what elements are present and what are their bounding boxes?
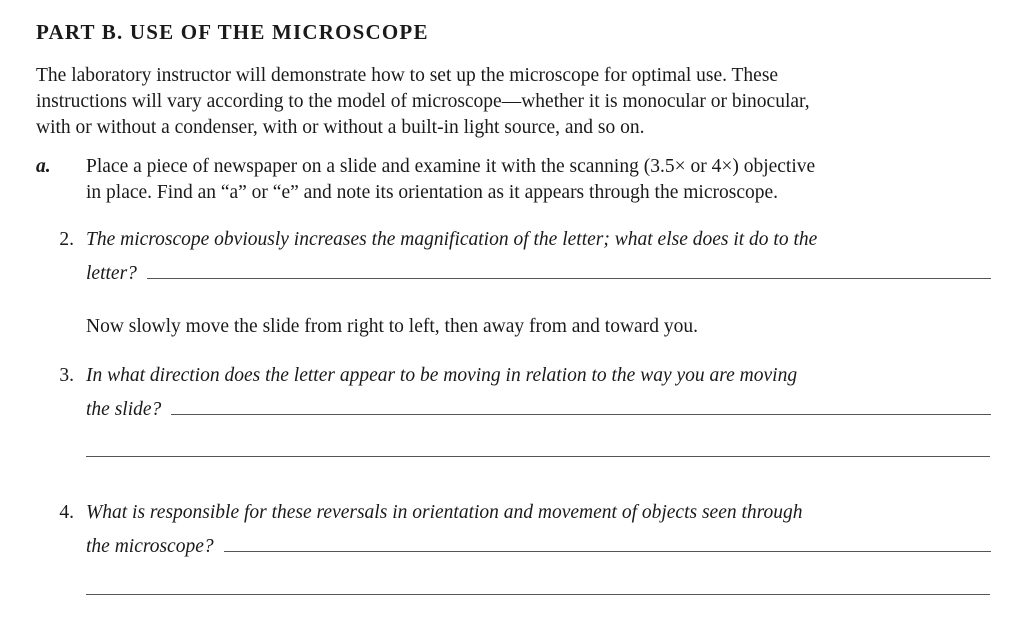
question-number: 3. (59, 365, 74, 386)
answer-line[interactable] (86, 594, 990, 595)
answer-row (86, 251, 991, 287)
question-line: letter? (86, 263, 137, 284)
answer-line[interactable] (86, 456, 990, 457)
question-line: The microscope obviously increases the magnification of the letter; what else does it do to the (86, 229, 818, 250)
question-number: 4. (59, 502, 74, 523)
question-3-text (86, 363, 991, 423)
answer-line[interactable] (147, 277, 991, 279)
question-number: 2. (59, 229, 74, 250)
question-line: the microscope? (86, 536, 214, 557)
question-line: In what direction does the letter appear to be moving in relation to the way you are moving (86, 365, 798, 386)
answer-line[interactable] (224, 550, 991, 552)
step-line: in place. Find an “a” or “e” and note its orientation as it appears through the microscope. (86, 182, 779, 203)
section-heading: PART B. USE OF THE MICROSCOPE (36, 20, 429, 44)
question-line: the slide? (86, 399, 162, 420)
intro-line: with or without a condenser, with or without a built-in light source, and so on. (36, 117, 645, 138)
question-line: What is responsible for these reversals in orientation and movement of objects seen through (86, 502, 803, 523)
step-marker: a. (36, 156, 51, 177)
question-2-text (86, 227, 991, 287)
intro-line: instructions will vary according to the model of microscope—whether it is monocular or binocular, (36, 91, 810, 112)
instruction-text: Now slowly move the slide from right to left, then away from and toward you. (86, 316, 698, 337)
answer-row (86, 524, 991, 560)
answer-row (86, 387, 991, 423)
step-a-text (86, 154, 991, 206)
question-4-text (86, 500, 991, 560)
answer-line[interactable] (171, 413, 991, 415)
intro-line: The laboratory instructor will demonstrate how to set up the microscope for optimal use. These (36, 65, 779, 86)
intro-paragraph (36, 63, 996, 141)
step-line: Place a piece of newspaper on a slide and examine it with the scanning (3.5× or 4×) objective (86, 156, 816, 177)
